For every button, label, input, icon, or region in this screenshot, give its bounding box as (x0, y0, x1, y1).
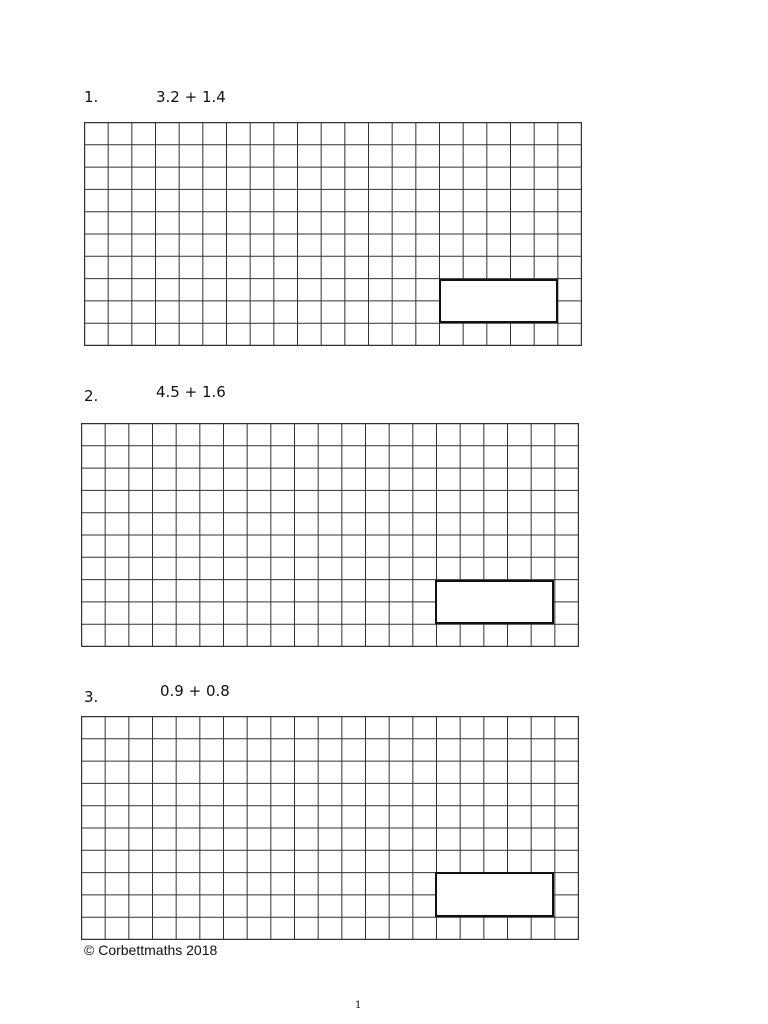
answer-box[interactable] (435, 872, 554, 917)
page-number: 1 (355, 1000, 362, 1011)
question-number: 3. (84, 688, 99, 706)
answer-box[interactable] (439, 279, 558, 323)
question-number: 1. (84, 88, 99, 106)
question-expression: 0.9 + 0.8 (160, 682, 230, 700)
copyright-notice: © Corbettmaths 2018 (84, 942, 218, 958)
question-number: 2. (84, 387, 99, 405)
answer-box[interactable] (435, 580, 554, 624)
question-expression: 4.5 + 1.6 (156, 383, 226, 401)
question-expression: 3.2 + 1.4 (156, 88, 226, 106)
